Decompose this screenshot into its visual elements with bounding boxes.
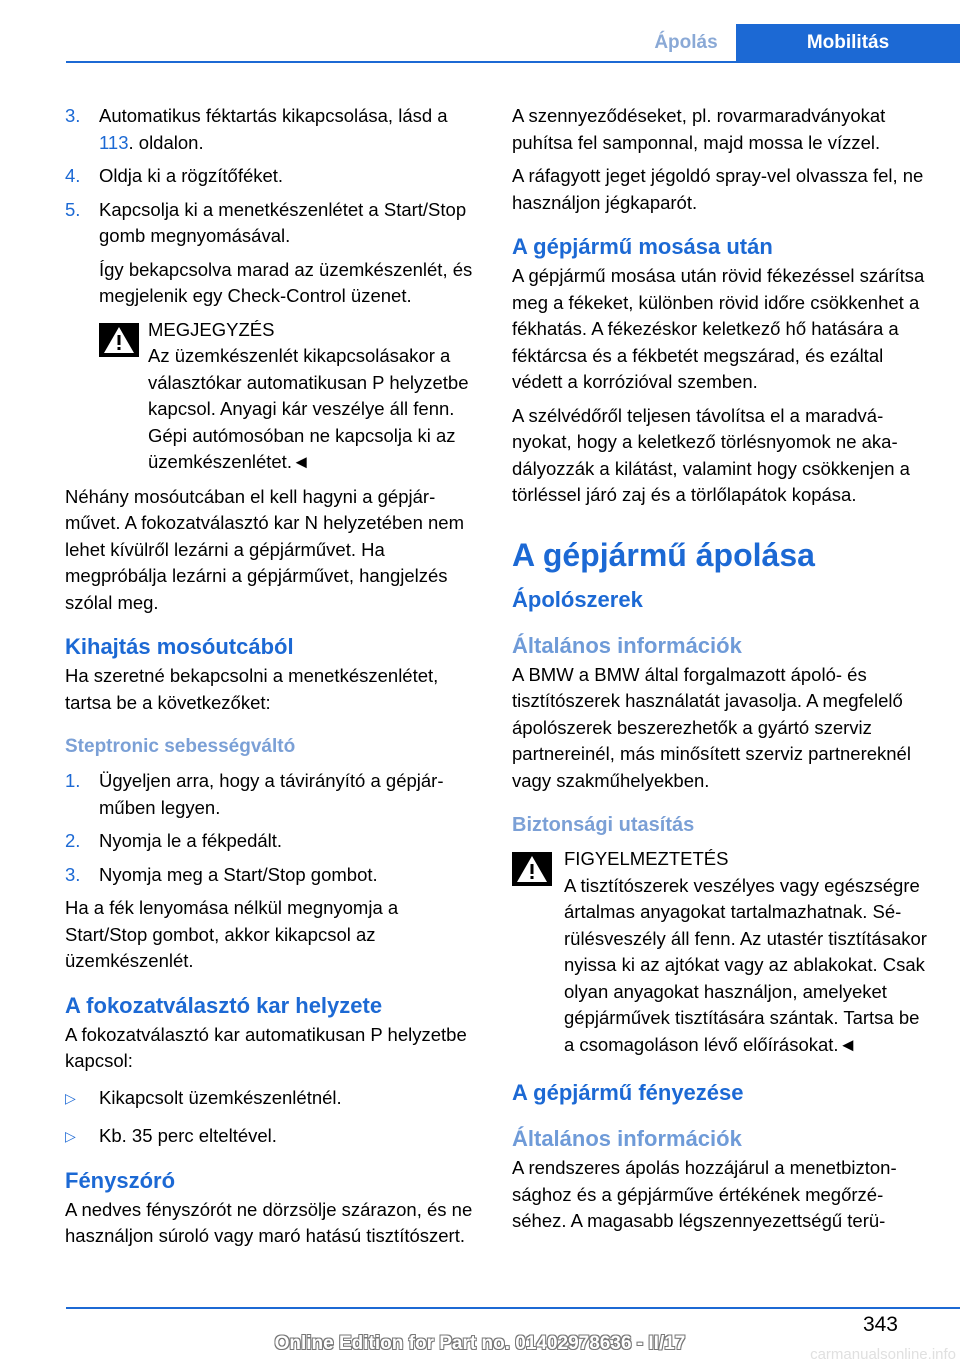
list-item — [65, 1123, 475, 1150]
watermark: carmanualsonline.info — [810, 1346, 956, 1363]
list-item — [65, 828, 475, 855]
paragraph: A szennyeződéseket, pl. rovarmaradványokat puhítsa fel samponnal, majd mossa le vízzel. — [512, 105, 886, 153]
warning-icon — [512, 852, 552, 886]
list-item — [65, 103, 475, 156]
warning-box — [512, 846, 928, 1058]
step-number: 5. — [65, 198, 81, 220]
list-item — [65, 197, 475, 250]
heading-mosas-utan: A gépjármű mosása után — [512, 234, 773, 259]
paragraph: A fokozatválasztó kar automatikusan P helyzetbe kapcsol: — [65, 1023, 467, 1071]
header-rule — [66, 61, 960, 63]
footer-rule — [66, 1307, 960, 1309]
tab-apolas[interactable]: Ápolás — [654, 32, 718, 53]
paragraph: A nedves fényszórót ne dörzsölje szárazon, és ne használjon súroló vagy maró hatású tisztítószert. — [65, 1198, 473, 1246]
warning-icon — [99, 323, 139, 357]
step-number: 2. — [65, 830, 81, 851]
note-text: Az üzemkészenlét kikapcsolásakor a választókar automatikusan P helyzetbe kapcsol. Anyagi kár veszélye áll fenn. Gépi autómosóban ne kapcsolja ki az üzemkészenlétet.◄ — [148, 345, 469, 472]
bullet-text: Kikapcsolt üzemkészenlétnél. — [99, 1086, 342, 1108]
left-column — [65, 103, 475, 1257]
list-item — [65, 862, 475, 889]
heading-gepjarmu-apolasa: A gépjármű ápolása — [512, 536, 815, 573]
step-number: 3. — [65, 863, 81, 885]
paragraph: A szélvédőről teljesen távolítsa el a maradványokat, hogy a keletkező törlésnyomok ne akadályozzák a kilátást, valamint hogy csökkenjen a törléssel járó zaj és a törlőlapátok kopása. — [512, 404, 910, 505]
heading-kihajtas: Kihajtás mosóutcából — [65, 634, 294, 659]
step-text: Oldja ki a rögzítőféket. — [99, 165, 284, 186]
warning-title: FIGYELMEZTETÉS — [564, 848, 729, 869]
warning-text: A tisztítószerek veszélyes vagy egészségre ártalmas anyagokat tartalmazhatnak. Sérülésveszély áll fenn. Az utastér tisztításakor nyissa ki az ajtókat vagy az ablakokat. Csak olyan anyagokat használjon, amelyeket gépjárművek tisztítására szántak. Tartsa be a csomagoláson lévő előírásokat.◄ — [564, 874, 927, 1055]
paragraph: Ha a fék lenyomása nélkül megnyomja a Start/Stop gombot, akkor kikapcsol az üzemkészenlét. — [65, 897, 399, 971]
note-title: MEGJEGYZÉS — [148, 318, 275, 340]
list-item — [65, 163, 475, 190]
heading-fokozat: A fokozatválasztó kar helyzete — [65, 992, 383, 1018]
paragraph: A rendszeres ápolás hozzájárul a menetbiztonsághoz és a gépjárműve értékének megőrzéséhez. A magasabb légszennyezettségű terü- — [512, 1157, 897, 1231]
list-item — [65, 1085, 475, 1112]
step-number: 1. — [65, 770, 81, 791]
step-text: Nyomja le a fékpedált. — [99, 830, 283, 851]
heading-altalanos-informaciok: Általános információk — [512, 1126, 742, 1151]
step-number: 3. — [65, 105, 81, 126]
heading-steptronic: Steptronic sebességváltó — [65, 736, 296, 757]
edition-footer: Online Edition for Part no. 01402978636 - II/17 — [274, 1333, 686, 1354]
page-number: 343 — [862, 1313, 898, 1336]
triangle-bullet-icon: ▷ — [65, 1089, 76, 1106]
step-text: Kapcsolja ki a menetkészenlétet a Start/Stop gomb megnyomásával. — [99, 198, 467, 246]
paragraph: A ráfagyott jeget jégoldó spray-vel olvassza fel, ne használjon jégkaparót. — [512, 165, 924, 213]
heading-fenyezes: A gépjármű fényezése — [512, 1080, 744, 1105]
list-item — [65, 768, 475, 821]
note-box — [65, 317, 475, 476]
paragraph: Ha szeretné bekapcsolni a menetkészenlétet, tartsa be a következőket: — [65, 665, 439, 713]
step-number: 4. — [65, 165, 81, 186]
page-link-113[interactable]: 113 — [99, 131, 129, 153]
heading-apoloszerek: Ápolószerek — [512, 586, 643, 612]
step-text: Automatikus féktartás kikapcsolása, lásd a — [99, 105, 448, 126]
heading-biztonsagi: Biztonsági utasítás — [512, 814, 695, 836]
step-text-end: . oldalon. — [128, 131, 204, 153]
tab-mobilitas[interactable]: Mobilitás — [736, 24, 960, 62]
heading-fenyszoro: Fényszóró — [65, 1167, 176, 1193]
triangle-bullet-icon: ▷ — [65, 1128, 76, 1144]
step-subtext: Így bekapcsolva marad az üzemkészenlét, és megjelenik egy Check-Control üzenet. — [99, 258, 473, 306]
heading-altalanos-informaciok: Általános információk — [512, 632, 742, 658]
paragraph: A BMW a BMW által forgalmazott ápoló- és tisztítószerek használatát javasolja. A megfelelő ápolószerek beszerezhetők a gyártó szerviz partnereinél, más minősített szerviz partnereknél vagy szakműhelyekben. — [512, 663, 911, 791]
paragraph: A gépjármű mosása után rövid fékezéssel szárítsa meg a fékeket, különben rövid időre csökkenhet a fékhatás. A fékezéskor keletkező hő hatására a féktárcsa és a fékbetét megszárad, és ezáltal védett a korrózióval szemben. — [512, 265, 925, 392]
step-text: Nyomja meg a Start/Stop gombot. — [99, 863, 378, 885]
bullet-text: Kb. 35 perc elteltével. — [99, 1125, 277, 1146]
right-column — [512, 103, 928, 1242]
step-text: Ügyeljen arra, hogy a távirányító a gépjárműben legyen. — [99, 770, 444, 818]
paragraph: Néhány mosóutcában el kell hagyni a gépjárművet. A fokozatválasztó kar N helyzetében nem lehet kívülről lezárni a gépjárművet. Ha megpróbálja lezárni a gépjárművet, hangjelzés szólal meg. — [65, 485, 464, 613]
